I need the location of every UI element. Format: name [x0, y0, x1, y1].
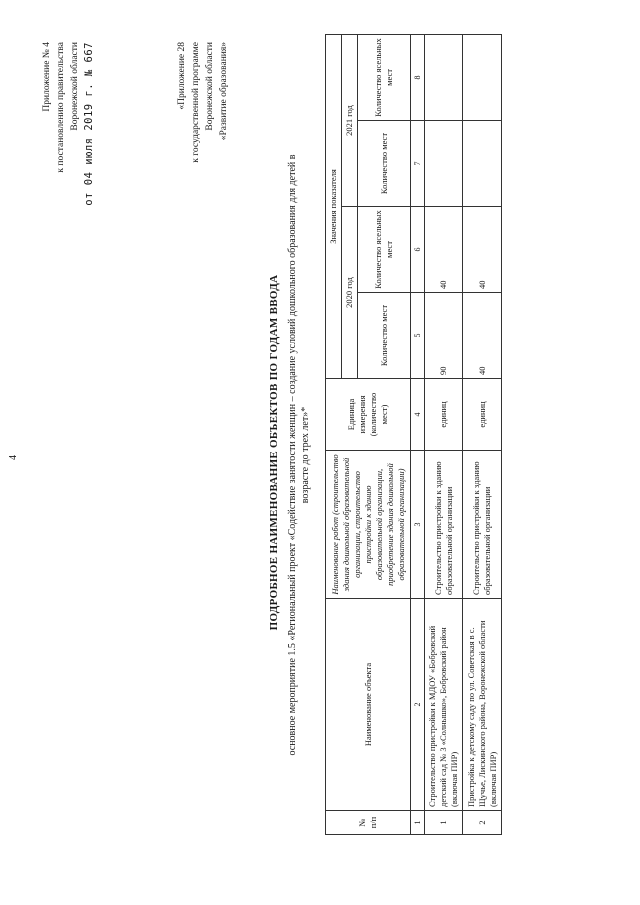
row-places-2020: 90	[425, 293, 463, 379]
col-number: 1	[411, 811, 425, 835]
col-number: 4	[411, 379, 425, 451]
header-year-2020: 2020 год	[342, 207, 358, 379]
program-line-3: Воронежской области	[205, 42, 215, 131]
row-unit: единиц	[425, 379, 463, 451]
decree-date-line: от 04 июля 2019 г. № 667	[83, 42, 95, 206]
subtitle-line-1: основное мероприятие 1.5 «Региональный проект «Содействие занятости женщин – создание условий дошкольного образования для детей в	[287, 154, 298, 756]
program-appendix-block	[175, 42, 231, 163]
header-unit: Единица измерения (количество мест)	[326, 379, 411, 451]
row-works: Строительство пристройки к зданию образовательной организации	[425, 451, 463, 599]
header-places-2021: Количество мест	[358, 121, 411, 207]
header-nursery-places-2020: Количество ясельных мест	[358, 207, 411, 293]
row-object: Строительство пристройки к МДОУ «Бобровский детский сад № 3 «Солнышко», Бобровский район (включая ПИР)	[425, 599, 463, 811]
row-nursery-places-2021	[425, 34, 463, 120]
row-places-2020: 40	[463, 293, 502, 379]
table-row	[425, 34, 463, 834]
program-line-1: «Приложение 28	[177, 42, 187, 110]
objects-table	[325, 34, 502, 835]
decree-line-2: к постановлению правительства	[56, 42, 66, 173]
row-object: Пристройка к детскому саду по ул. Советская в с. Щучье, Лискинского района, Воронежской области (включая ПИР)	[463, 599, 502, 811]
col-number: 7	[411, 121, 425, 207]
header-works: Наименование работ (строительство здания дошкольной образовательной организации, строительство пристройки к зданию образовательной организации, приобретение здания дошкольной образовательной организации)	[326, 451, 411, 599]
row-nursery-places-2020: 40	[425, 207, 463, 293]
page-number: 4	[8, 455, 19, 460]
header-places-2020: Количество мест	[358, 293, 411, 379]
row-places-2021	[463, 121, 502, 207]
col-number: 5	[411, 293, 425, 379]
document-title: ПОДРОБНОЕ НАИМЕНОВАНИЕ ОБЪЕКТОВ ПО ГОДАМ ВВОДА	[268, 274, 280, 631]
row-unit: единиц	[463, 379, 502, 451]
program-line-4: «Развитие образования»	[219, 42, 229, 141]
header-nursery-places-2021: Количество ясельных мест	[358, 34, 411, 120]
header-values: Значения показателя	[326, 34, 342, 378]
program-line-2: к государственной программе	[191, 42, 201, 163]
header-num: № п/п	[326, 811, 411, 835]
header-object: Наименование объекта	[326, 599, 411, 811]
row-nursery-places-2020: 40	[463, 207, 502, 293]
col-number: 3	[411, 451, 425, 599]
document-subtitle	[286, 100, 312, 810]
table-row	[463, 34, 502, 834]
col-number: 6	[411, 207, 425, 293]
col-number: 2	[411, 599, 425, 811]
row-places-2021	[425, 121, 463, 207]
row-works: Строительство пристройки к зданию образовательной организации	[463, 451, 502, 599]
decree-line-3: Воронежской области	[70, 42, 80, 131]
decree-line-1: Приложение № 4	[42, 42, 52, 112]
col-number: 8	[411, 34, 425, 120]
header-year-2021: 2021 год	[342, 34, 358, 206]
subtitle-line-2: возрасте до трех лет»*	[300, 406, 311, 504]
row-num: 1	[425, 811, 463, 835]
row-num: 2	[463, 811, 502, 835]
decree-appendix-block	[40, 42, 96, 206]
row-nursery-places-2021	[463, 34, 502, 120]
